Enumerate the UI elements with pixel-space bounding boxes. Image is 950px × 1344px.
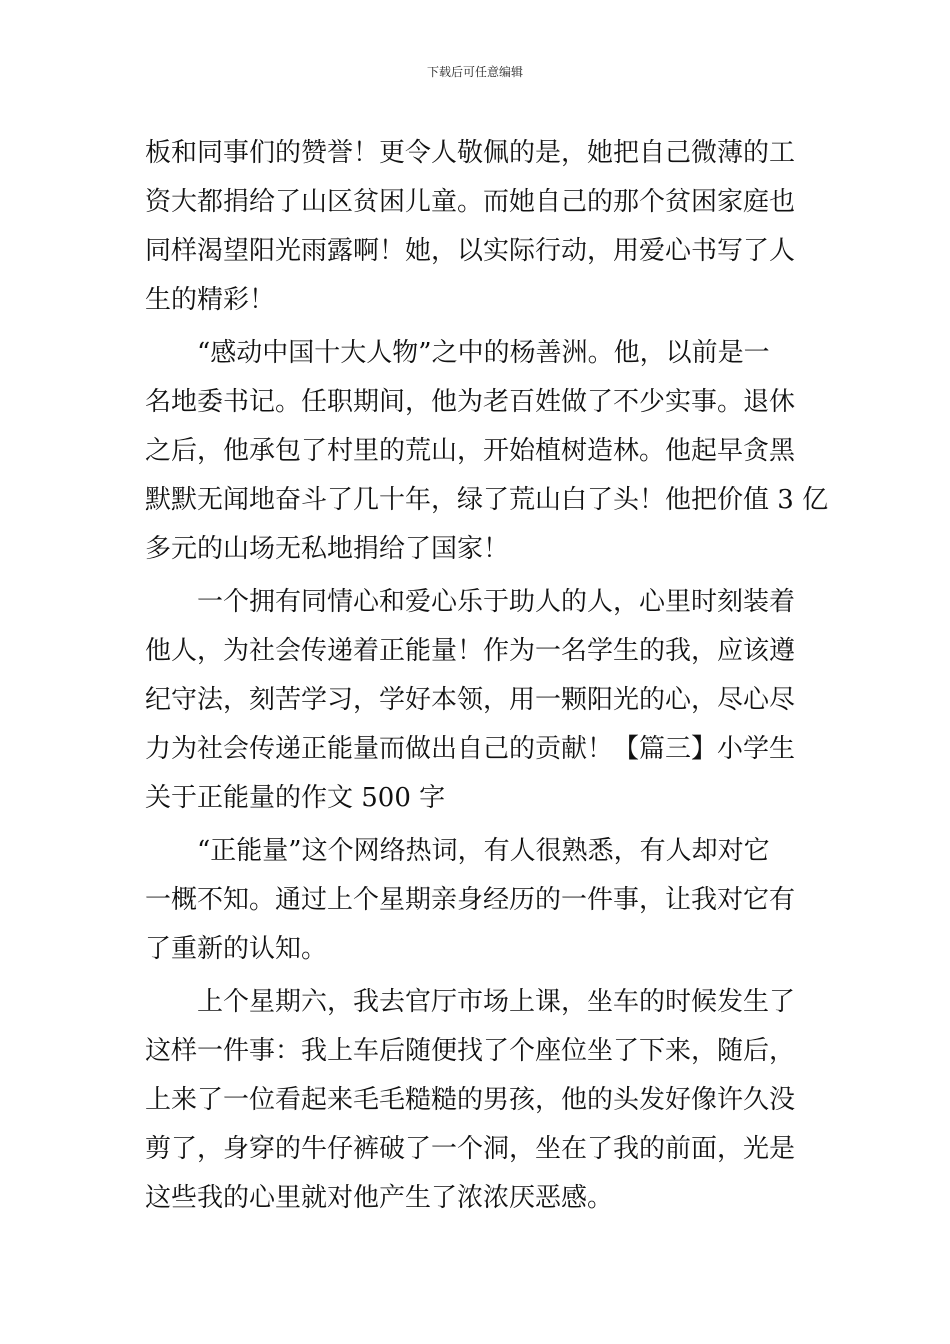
document-body [145,129,829,1223]
text-line: 剪了，身穿的牛仔裤破了一个洞，坐在了我的前面，光是 [145,1134,796,1164]
text-line: “感动中国十大人物”之中的杨善洲。他，以前是一 [145,338,770,368]
text-line: “正能量”这个网络热词，有人很熟悉，有人却对它 [145,836,770,866]
text-line: 之后，他承包了村里的荒山，开始植树造林。他起早贪黑 [145,436,796,466]
text-line: 生的精彩！ [145,285,276,315]
text-line: 了重新的认知。 [145,934,328,964]
text-line: 资大都捐给了山区贫困儿童。而她自己的那个贫困家庭也 [145,187,796,217]
paragraph-4 [145,827,807,974]
text-line: 上个星期六，我去官厅市场上课，坐车的时候发生了 [145,987,796,1017]
text-line: 这样一件事：我上车后随便找了个座位坐了下来，随后， [145,1036,796,1066]
text-line: 纪守法，刻苦学习，学好本领，用一颗阳光的心，尽心尽 [145,685,796,715]
text-line: 上来了一位看起来毛毛糙糙的男孩，他的头发好像许久没 [145,1085,796,1115]
text-line: 板和同事们的赞誉！更令人敬佩的是，她把自己微薄的工 [145,138,796,168]
text-line: 一概不知。通过上个星期亲身经历的一件事，让我对它有 [145,885,796,915]
page-header: 下载后可任意编辑 [426,65,523,79]
text-line: 力为社会传递正能量而做出自己的贡献！【篇三】小学生 [145,734,796,764]
paragraph-3 [145,578,807,823]
text-line: 一个拥有同情心和爱心乐于助人的人，心里时刻装着 [145,587,796,617]
text-line: 同样渴望阳光雨露啊！她，以实际行动，用爱心书写了人 [145,236,796,266]
paragraph-1 [145,129,807,325]
text-line: 多元的山场无私地捐给了国家！ [145,534,510,564]
paragraph-5 [145,978,807,1223]
paragraph-2 [145,329,829,574]
text-line: 这些我的心里就对他产生了浓浓厌恶感。 [145,1183,614,1213]
text-line: 默默无闻地奋斗了几十年，绿了荒山白了头！他把价值 3 亿 [145,485,829,515]
text-line: 名地委书记。任职期间，他为老百姓做了不少实事。退休 [145,387,796,417]
text-line: 他人，为社会传递着正能量！作为一名学生的我，应该遵 [145,636,796,666]
text-line: 关于正能量的作文 500 字 [145,783,446,813]
